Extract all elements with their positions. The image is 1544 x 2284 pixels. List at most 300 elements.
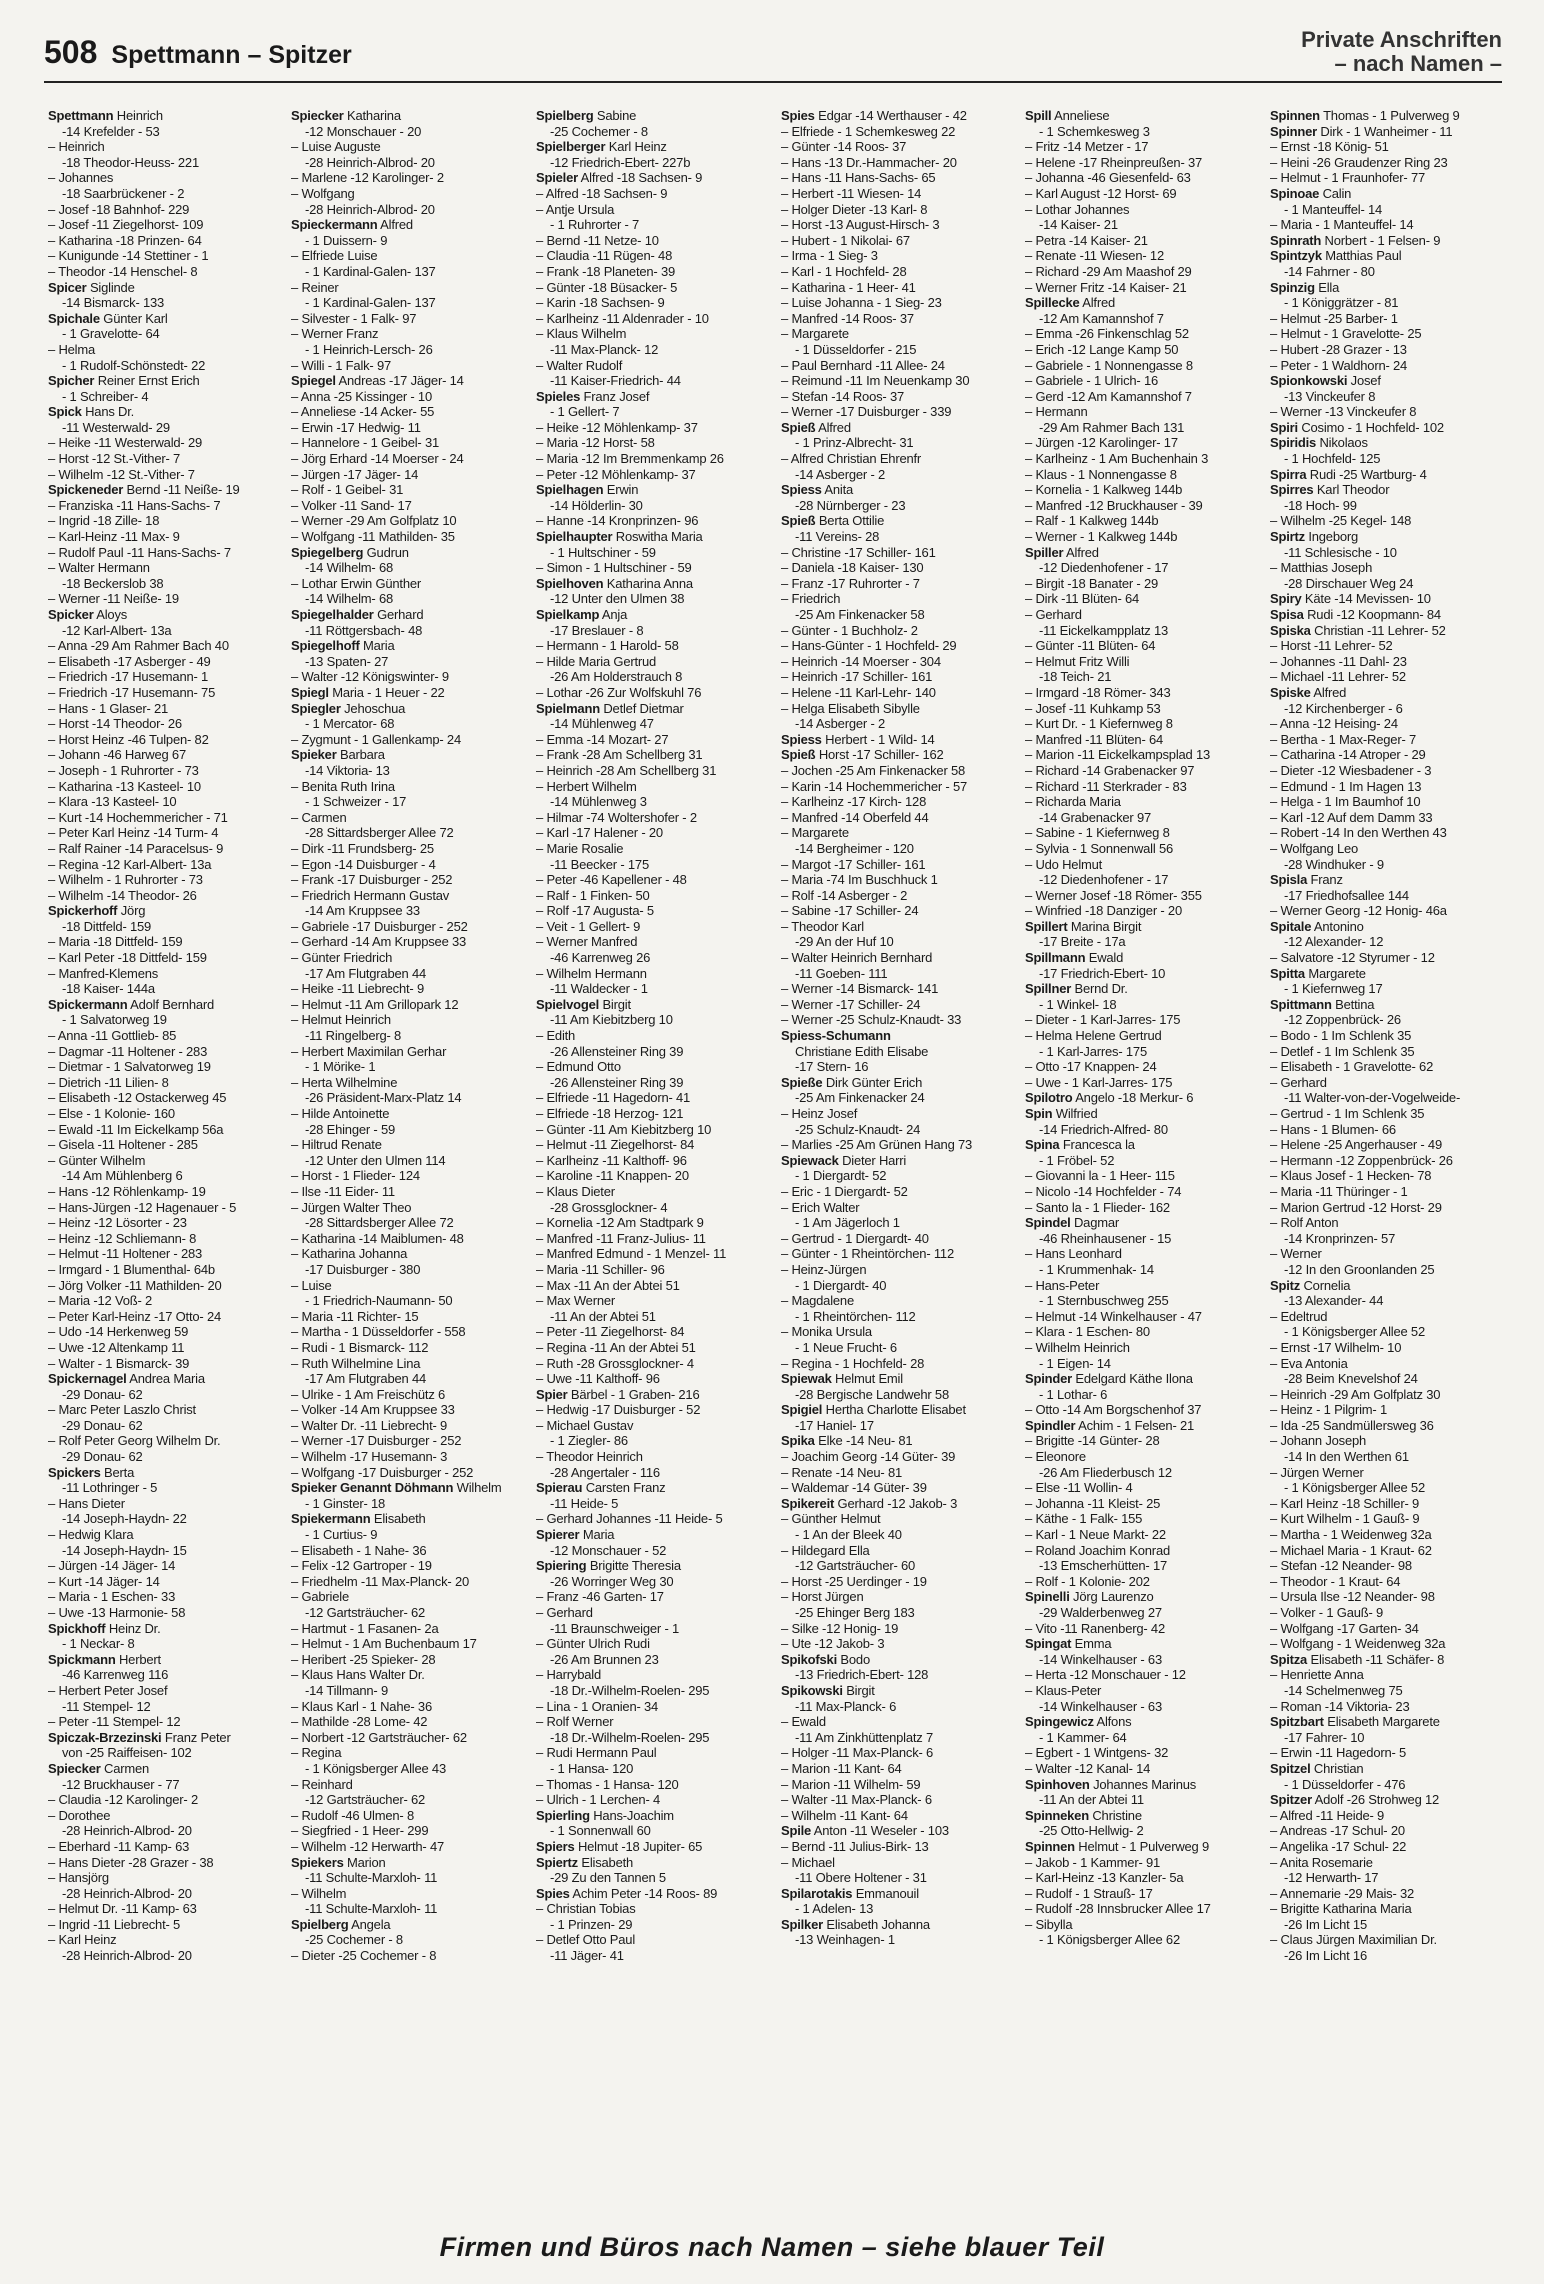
entry-line [536, 903, 772, 919]
given-name: Rolf Anton [1280, 1215, 1339, 1231]
directory-surname-entry [1270, 607, 1506, 623]
entry-line [48, 1324, 284, 1340]
given-name: Berta Ottilie [815, 513, 885, 529]
address-line: -29 Donau- 62 [62, 1417, 143, 1433]
directory-entry [291, 1714, 527, 1730]
directory-surname-entry [781, 1652, 1017, 1683]
directory-surname-entry [48, 373, 284, 404]
entry-line [1270, 280, 1506, 296]
directory-surname-entry [1270, 124, 1506, 140]
given-name: Alfred [377, 217, 413, 233]
address-line: - 1 Königgrätzer - 81 [1284, 295, 1399, 311]
given-name: Dagmar [1070, 1215, 1120, 1231]
given-name: Anton -11 Weseler - 103 [811, 1823, 949, 1839]
given-name: Klaus - 1 Nonnengasse 8 [1035, 466, 1177, 482]
repeat-dash: – [1025, 1527, 1036, 1543]
given-name: Helmut - 1 Am Buchenbaum 17 [301, 1636, 477, 1652]
entry-line [1025, 248, 1261, 264]
entry-line [1025, 1574, 1261, 1590]
given-name: Wolfgang -17 Garten- 34 [1280, 1620, 1419, 1636]
given-name: Helga Elisabeth Sibylle [791, 700, 920, 716]
directory-entry [781, 825, 1017, 856]
entry-line [1025, 233, 1261, 249]
repeat-dash: – [536, 1511, 547, 1527]
entry-line [291, 1075, 527, 1091]
repeat-dash: – [536, 840, 547, 856]
given-name: Peter Karl-Heinz -17 Otto- 24 [58, 1308, 221, 1324]
repeat-dash: – [48, 263, 59, 279]
given-name: Günter - 1 Buchholz- 2 [791, 622, 918, 638]
repeat-dash: – [48, 591, 59, 607]
address-line: -26 Im Licht 15 [1284, 1916, 1367, 1932]
given-name: Karl August -12 Horst- 69 [1035, 185, 1177, 201]
entry-line [1270, 467, 1506, 483]
given-name: Heinrich -29 Am Golfplatz 30 [1280, 1386, 1441, 1402]
directory-entry [48, 217, 284, 233]
given-name: Dieter -12 Wiesbadener - 3 [1280, 762, 1432, 778]
repeat-dash: – [291, 1277, 302, 1293]
repeat-dash: – [536, 1901, 547, 1917]
repeat-dash: – [1025, 529, 1036, 545]
given-name: Emma -26 Finkenschlag 52 [1035, 326, 1189, 342]
directory-entry [1025, 435, 1261, 451]
directory-entry [1270, 669, 1506, 685]
repeat-dash: – [1025, 1449, 1036, 1465]
given-name: Maria - 1 Manteuffel- 14 [1280, 217, 1414, 233]
given-name: Christine [1088, 1807, 1142, 1823]
given-name: Ingrid -11 Liebrecht- 5 [58, 1916, 181, 1932]
given-name: Marc Peter Laszlo Christ [58, 1402, 196, 1418]
directory-entry [1270, 404, 1506, 420]
directory-surname-entry [781, 747, 1017, 763]
entry-line [291, 467, 527, 483]
given-name: Martha - 1 Düsseldorfer - 558 [301, 1324, 466, 1340]
entry-line [536, 576, 772, 592]
repeat-dash: – [781, 778, 792, 794]
directory-entry [291, 467, 527, 483]
given-name: Dagmar -11 Holtener - 283 [58, 1043, 208, 1059]
entry-line [291, 1309, 527, 1325]
directory-entry [781, 451, 1017, 482]
given-name: Karin -18 Sachsen- 9 [546, 295, 665, 311]
directory-entry [781, 576, 1017, 592]
entry-line [291, 576, 527, 592]
entry-line [536, 747, 772, 763]
repeat-dash: – [291, 918, 302, 934]
repeat-dash: – [1025, 794, 1036, 810]
repeat-dash: – [1270, 326, 1281, 342]
given-name: Kurt -14 Hochemmericher - 71 [58, 809, 228, 825]
entry-line [781, 623, 1017, 639]
directory-entry [48, 1683, 284, 1714]
address-line: -13 Friedrich-Ebert- 128 [795, 1667, 929, 1683]
entry-line [1270, 1028, 1506, 1044]
entry-line [291, 1418, 527, 1434]
repeat-dash: – [781, 1511, 792, 1527]
given-name: Else -11 Wollin- 4 [1035, 1480, 1133, 1496]
entry-line [1025, 1714, 1261, 1730]
directory-entry [1270, 1636, 1506, 1652]
repeat-dash: – [1025, 1542, 1036, 1558]
directory-surname-entry [48, 1465, 284, 1496]
given-name: Ute -12 Jakob- 3 [791, 1636, 885, 1652]
given-name: Michael -11 Lehrer- 52 [1280, 669, 1406, 685]
entry-line [536, 1340, 772, 1356]
entry-line [536, 1215, 772, 1231]
entry-line [1025, 1621, 1261, 1637]
directory-surname-entry [1025, 1839, 1261, 1855]
repeat-dash: – [1025, 1745, 1036, 1761]
given-name: Richard -11 Sterkrader - 83 [1035, 778, 1187, 794]
entry-line [291, 420, 527, 436]
entry-line [781, 591, 1017, 607]
repeat-dash: – [48, 544, 59, 560]
given-name: Lothar Johannes [1035, 201, 1130, 217]
given-name: Karoline -11 Knappen- 20 [546, 1168, 689, 1184]
directory-surname-entry [1270, 1792, 1506, 1808]
directory-entry [1025, 451, 1261, 467]
given-name: Matthias Joseph [1280, 560, 1373, 576]
given-name: Gabriele - 1 Ulrich- 16 [1035, 373, 1159, 389]
repeat-dash: – [536, 1121, 547, 1137]
directory-entry [291, 1433, 527, 1449]
surname: Spikereit [781, 1495, 835, 1511]
given-name: Dietrich -11 Lilien- 8 [58, 1074, 169, 1090]
directory-entry [291, 1667, 527, 1698]
entry-line [291, 1917, 527, 1933]
entry-line [781, 373, 1017, 389]
directory-entry [781, 591, 1017, 622]
address-line: -11 Max-Planck- 6 [795, 1698, 897, 1714]
directory-entry [48, 794, 284, 810]
directory-entry [536, 685, 772, 701]
entry-line [781, 1012, 1017, 1028]
directory-entry [1270, 1309, 1506, 1340]
given-name: Eva Antonia [1280, 1355, 1348, 1371]
given-name: Herbert [115, 1651, 161, 1667]
repeat-dash: – [291, 1729, 302, 1745]
directory-entry [1025, 264, 1261, 280]
entry-line [1270, 872, 1506, 888]
entry-line [536, 513, 772, 529]
given-name: Robert -14 In den Werthen 43 [1280, 825, 1447, 841]
given-name: Achim - 1 Felsen- 21 [1075, 1417, 1195, 1433]
entry-line [781, 1745, 1017, 1761]
repeat-dash: – [48, 139, 59, 155]
given-name: Werner -29 Am Golfplatz 10 [301, 513, 457, 529]
address-line: -26 Allensteiner Ring 39 [550, 1074, 684, 1090]
given-name: Brigitte Theresia [586, 1558, 681, 1574]
given-name: Aloys [93, 607, 128, 622]
directory-entry [536, 919, 772, 935]
surname: Spiegl [291, 684, 329, 700]
entry-line [781, 981, 1017, 997]
surname: Spitta [1270, 965, 1305, 981]
directory-entry [48, 1917, 284, 1933]
repeat-dash: – [291, 840, 302, 856]
given-name: Anna -25 Kissinger - 10 [300, 388, 432, 404]
directory-entry [1025, 1621, 1261, 1637]
repeat-dash: – [1025, 263, 1036, 279]
repeat-dash: – [48, 1573, 59, 1589]
address-line: -14 Kaiser- 21 [1039, 217, 1118, 233]
given-name: Simon - 1 Hultschiner - 59 [546, 560, 692, 576]
entry-line [536, 1886, 772, 1902]
directory-entry [1025, 794, 1261, 825]
given-name: Regina - 1 Hochfeld- 28 [791, 1355, 925, 1371]
entry-line [291, 1839, 527, 1855]
directory-entry [1270, 1605, 1506, 1621]
address-line: -25 Schulz-Knaudt- 24 [795, 1121, 921, 1137]
given-name: Rudolf -28 Innsbrucker Allee 17 [1035, 1901, 1211, 1917]
directory-entry [781, 1012, 1017, 1028]
repeat-dash: – [536, 887, 547, 903]
surname: Spinzig [1270, 279, 1315, 295]
directory-entry [536, 467, 772, 483]
entry-line [536, 186, 772, 202]
directory-entry [536, 513, 772, 529]
repeat-dash: – [48, 1137, 59, 1153]
directory-entry [781, 155, 1017, 171]
entry-line [291, 1699, 527, 1715]
surname: Spiske [1270, 684, 1311, 700]
repeat-dash: – [536, 1137, 547, 1153]
address-line: -18 Kaiser- 144a [62, 981, 155, 997]
given-name: Ewald [791, 1714, 826, 1730]
surname: Spintzyk [1270, 248, 1322, 264]
directory-surname-entry [781, 108, 1017, 124]
entry-line [1025, 1402, 1261, 1418]
given-name: Katharina -14 Maiblumen- 48 [301, 1230, 464, 1246]
repeat-dash: – [1270, 1698, 1281, 1714]
directory-entry [291, 1200, 527, 1231]
directory-entry [536, 1777, 772, 1793]
repeat-dash: – [1270, 404, 1281, 420]
entry-line [291, 950, 527, 966]
entry-line [48, 373, 284, 389]
directory-entry [48, 467, 284, 483]
directory-surname-entry [1270, 248, 1506, 279]
address-line: - 1 Diergardt- 52 [795, 1168, 887, 1184]
repeat-dash: – [536, 357, 547, 373]
directory-entry [1025, 1761, 1261, 1777]
directory-entry [536, 810, 772, 826]
entry-line [1025, 264, 1261, 280]
entry-line [536, 1527, 772, 1543]
repeat-dash: – [48, 638, 58, 654]
entry-line [1025, 1761, 1261, 1777]
given-name: Sylvia - 1 Sonnenwall 56 [1035, 840, 1174, 856]
given-name: Walter Rudolf [546, 357, 623, 373]
given-name: Karl -17 Halener - 20 [546, 825, 663, 841]
repeat-dash: – [781, 263, 792, 279]
entry-line [1270, 669, 1506, 685]
repeat-dash: – [1270, 139, 1281, 155]
entry-line [291, 732, 527, 748]
directory-entry [1270, 1527, 1506, 1543]
directory-entry [48, 1122, 284, 1138]
entry-line [1025, 638, 1261, 654]
repeat-dash: – [48, 762, 59, 778]
given-name: Alfred [1063, 544, 1099, 560]
directory-entry [291, 1278, 527, 1309]
entry-line [536, 1278, 772, 1294]
given-name: Bettina [1331, 996, 1375, 1012]
repeat-dash: – [781, 295, 792, 311]
given-name: Andrea Maria [126, 1371, 205, 1387]
entry-line [781, 295, 1017, 311]
repeat-dash: – [1025, 1308, 1036, 1324]
repeat-dash: – [781, 1106, 792, 1121]
entry-line [781, 217, 1017, 233]
entry-line [781, 857, 1017, 873]
address-line: -11 Beecker - 175 [550, 856, 649, 872]
entry-line [1270, 108, 1506, 124]
directory-entry [1025, 404, 1261, 435]
given-name: Karlheinz - 1 Am Buchenhain 3 [1035, 451, 1209, 467]
repeat-dash: – [1270, 1246, 1281, 1262]
entry-line [48, 1184, 284, 1200]
directory-entry [781, 170, 1017, 186]
entry-line [1025, 451, 1261, 467]
address-line: - 1 Am Jägerloch 1 [795, 1215, 900, 1231]
entry-line [291, 701, 527, 717]
entry-line [48, 903, 284, 919]
repeat-dash: – [536, 762, 547, 778]
repeat-dash: – [781, 1714, 792, 1730]
repeat-dash: – [781, 1355, 792, 1371]
surname: Spiry [1270, 591, 1302, 607]
given-name: Günter -14 Roos- 37 [791, 139, 907, 155]
directory-entry [291, 1621, 527, 1637]
entry-line [291, 1278, 527, 1294]
directory-surname-entry [1270, 467, 1506, 483]
given-name: Karlheinz -17 Kirch- 128 [791, 794, 927, 810]
address-line: - 1 Heinrich-Lersch- 26 [305, 341, 433, 357]
entry-line [536, 841, 772, 857]
repeat-dash: – [1270, 1636, 1281, 1652]
entry-line [1270, 794, 1506, 810]
given-name: Heinz - 1 Pilgrim- 1 [1280, 1402, 1387, 1418]
given-name: Elfriede - 1 Schemkesweg 22 [791, 123, 956, 139]
repeat-dash: – [536, 638, 547, 654]
entry-line [291, 1184, 527, 1200]
entry-line [1025, 1855, 1261, 1871]
directory-entry [48, 1496, 284, 1527]
directory-entry [536, 638, 772, 654]
repeat-dash: – [48, 840, 59, 856]
directory-entry [48, 701, 284, 717]
directory-surname-entry [1270, 1761, 1506, 1792]
given-name: Karl Heinz -18 Schiller- 9 [1280, 1495, 1420, 1511]
entry-line [1270, 358, 1506, 374]
directory-entry [1270, 1387, 1506, 1403]
directory-entry [48, 1246, 284, 1262]
surname: Spieckermann [291, 217, 378, 233]
given-name: Manfred-Klemens [58, 965, 159, 981]
given-name: Joachim Georg -14 Güter- 39 [791, 1449, 956, 1465]
repeat-dash: – [291, 1745, 302, 1761]
given-name: Christian Tobias [546, 1901, 636, 1917]
given-name: Heinrich -28 Am Schellberg 31 [546, 762, 717, 778]
directory-surname-entry [1270, 186, 1506, 217]
directory-entry [48, 669, 284, 685]
repeat-dash: – [781, 653, 792, 669]
surname: Spettmann [48, 108, 114, 123]
repeat-dash: – [1025, 1246, 1036, 1262]
given-name: Karl - 1 Neue Markt- 22 [1035, 1527, 1166, 1543]
directory-entry [291, 997, 527, 1013]
entry-line [48, 1044, 284, 1060]
entry-line [1270, 1574, 1506, 1590]
repeat-dash: – [1270, 778, 1281, 794]
surname: Spinhoven [1025, 1776, 1090, 1792]
entry-line [291, 1823, 527, 1839]
given-name: Vito -11 Ranenberg- 42 [1035, 1620, 1165, 1636]
entry-line [536, 1246, 772, 1262]
given-name: Katharina -18 Prinzen- 64 [58, 232, 202, 248]
repeat-dash: – [48, 684, 59, 700]
given-name: Ralf - 1 Kalkweg 144b [1035, 513, 1159, 529]
address-line: - 1 Hansa- 120 [550, 1760, 634, 1776]
address-line: -17 Stern- 16 [795, 1059, 869, 1075]
entry-line [1270, 623, 1506, 639]
directory-entry [48, 1808, 284, 1839]
directory-column-2 [291, 108, 527, 2208]
repeat-dash: – [48, 1402, 59, 1418]
given-name: Günter - 1 Rheintörchen- 112 [791, 1246, 954, 1262]
entry-line [291, 1449, 527, 1465]
entry-line [48, 1215, 284, 1231]
repeat-dash: – [291, 1776, 302, 1792]
repeat-dash: – [1270, 638, 1281, 654]
entry-line [781, 264, 1017, 280]
surname: Spinner [1270, 123, 1317, 139]
given-name: Rudolf Paul -11 Hans-Sachs- 7 [58, 544, 231, 560]
directory-entry [48, 1324, 284, 1340]
given-name: Werner Josef -18 Römer- 355 [1035, 887, 1202, 903]
given-name: Birgit -18 Banater - 29 [1035, 575, 1159, 591]
entry-line [291, 872, 527, 888]
repeat-dash: – [1270, 747, 1281, 763]
given-name: Bernd -11 Netze- 10 [546, 232, 659, 248]
given-name: Volker - 1 Gauß- 9 [1280, 1605, 1384, 1620]
entry-line [291, 1433, 527, 1449]
directory-entry [291, 1184, 527, 1200]
entry-line [536, 1168, 772, 1184]
entry-line [781, 1153, 1017, 1169]
directory-entry [1270, 1122, 1506, 1138]
entry-line [1270, 591, 1506, 607]
given-name: Calin [1319, 185, 1352, 201]
address-line: -28 Sittardsberger Allee 72 [305, 1215, 454, 1231]
repeat-dash: – [781, 217, 792, 233]
entry-line [1025, 498, 1261, 514]
repeat-dash: – [536, 201, 546, 217]
repeat-dash: – [536, 1714, 547, 1730]
address-line: - 1 Friedrich-Naumann- 50 [305, 1293, 453, 1309]
address-line: -28 Sittardsberger Allee 72 [305, 825, 454, 841]
given-name: Jürgen -12 Karolinger- 17 [1035, 435, 1178, 451]
given-name: Margarete [791, 326, 849, 342]
entry-line [291, 311, 527, 327]
repeat-dash: – [48, 217, 59, 233]
given-name: Ralf - 1 Finken- 50 [546, 887, 650, 903]
address-line: - 1 Königsberger Allee 52 [1284, 1324, 1425, 1340]
directory-surname-entry [536, 1839, 772, 1855]
directory-surname-entry [1270, 1652, 1506, 1668]
repeat-dash: – [1025, 716, 1036, 732]
